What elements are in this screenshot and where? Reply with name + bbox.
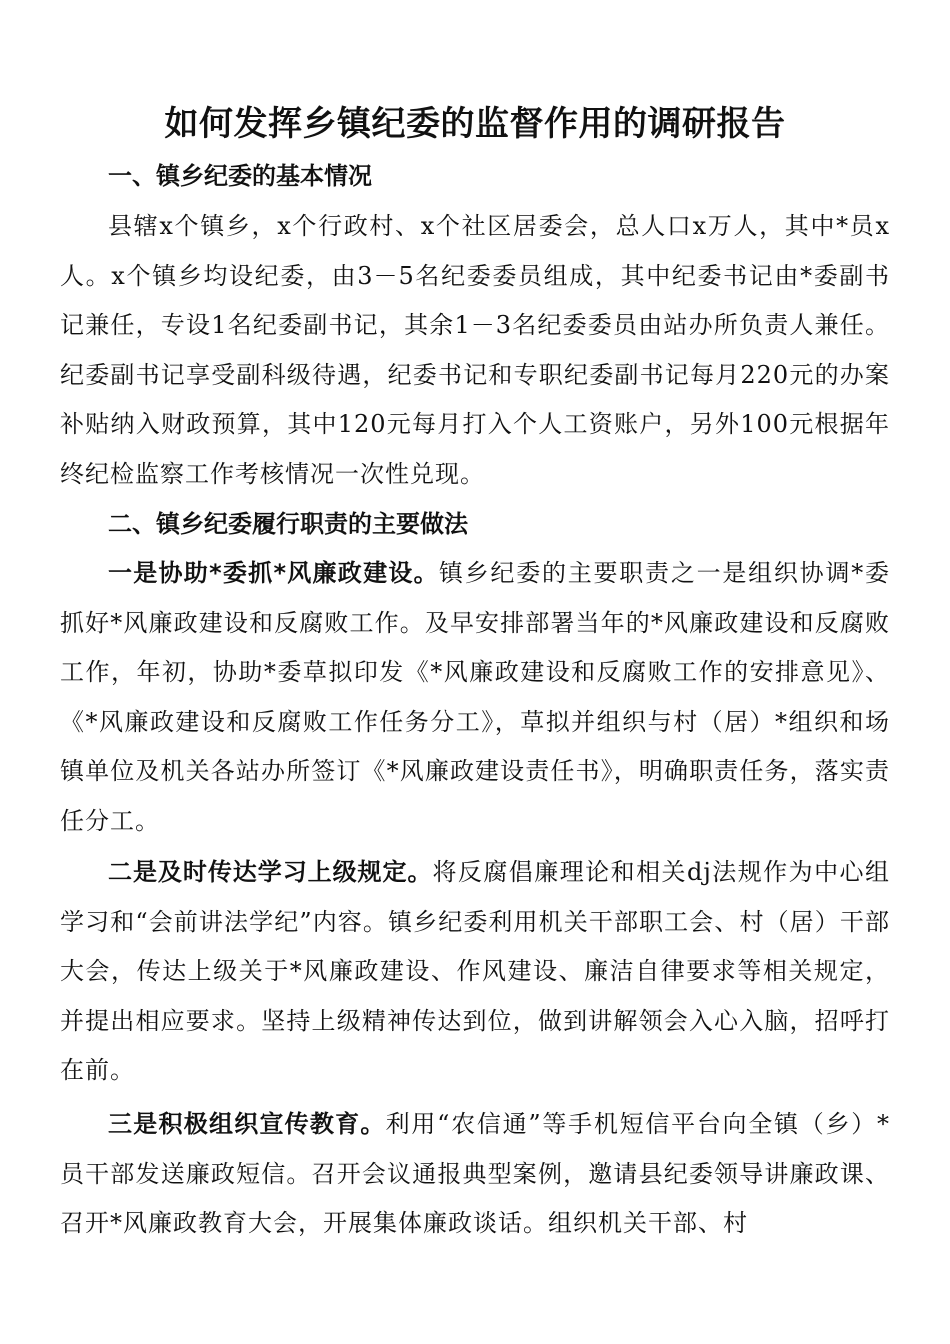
paragraph-body: 镇乡纪委的主要职责之一是组织协调*委抓好*风廉政建设和反腐败工作。及早安排部署当年的*风廉政建设和反腐败工作，年初，协助*委草拟印发《*风廉政建设和反腐败工作的安排意见》、《*风廉政建设和反腐败工作任务分工》，草拟并组织与村（居）*组织和场镇单位及机关各站办所签订《*风廉政建设责任书》，明确职责任务，落实责任分工。 bbox=[60, 559, 890, 835]
paragraph-body: 将反腐倡廉理论和相关dj法规作为中心组学习和“会前讲法学纪”内容。镇乡纪委利用机关干部职工会、村（居）干部大会，传达上级关于*风廉政建设、作风建设、廉洁自律要求等相关规定，并提出相应要求。坚持上级精神传达到位，做到讲解领会入心入脑，招呼打在前。 bbox=[60, 858, 890, 1085]
paragraph-practice-1 bbox=[60, 549, 890, 847]
paragraph-lead: 二是及时传达学习上级规定。 bbox=[108, 858, 433, 886]
paragraph-lead: 一是协助*委抓*风廉政建设。 bbox=[108, 559, 439, 587]
paragraph-practice-2 bbox=[60, 848, 890, 1096]
paragraph-body: 利用“农信通”等手机短信平台向全镇（乡）*员干部发送廉政短信。召开会议通报典型案例，邀请县纪委领导讲廉政课、召开*风廉政教育大会，开展集体廉政谈话。组织机关干部、村 bbox=[60, 1110, 891, 1238]
section-heading-basic-situation: 一、镇乡纪委的基本情况 bbox=[108, 162, 372, 190]
paragraph-lead: 三是积极组织宣传教育。 bbox=[108, 1110, 386, 1138]
paragraph-practice-3 bbox=[60, 1100, 890, 1249]
section-heading-main-practices: 二、镇乡纪委履行职责的主要做法 bbox=[108, 510, 468, 538]
paragraph-basic-situation: 县辖x个镇乡，x个行政村、x个社区居委会，总人口x万人，其中*员x人。x个镇乡均设纪委，由3－5名纪委委员组成，其中纪委书记由*委副书记兼任，专设1名纪委副书记，其余1－3名纪委委员由站办所负责人兼任。纪委副书记享受副科级待遇，纪委书记和专职纪委副书记每月220元的办案补贴纳入财政预算，其中120元每月打入个人工资账户，另外100元根据年终纪检监察工作考核情况一次性兑现。 bbox=[60, 212, 890, 488]
document-title: 如何发挥乡镇纪委的监督作用的调研报告 bbox=[164, 104, 786, 144]
